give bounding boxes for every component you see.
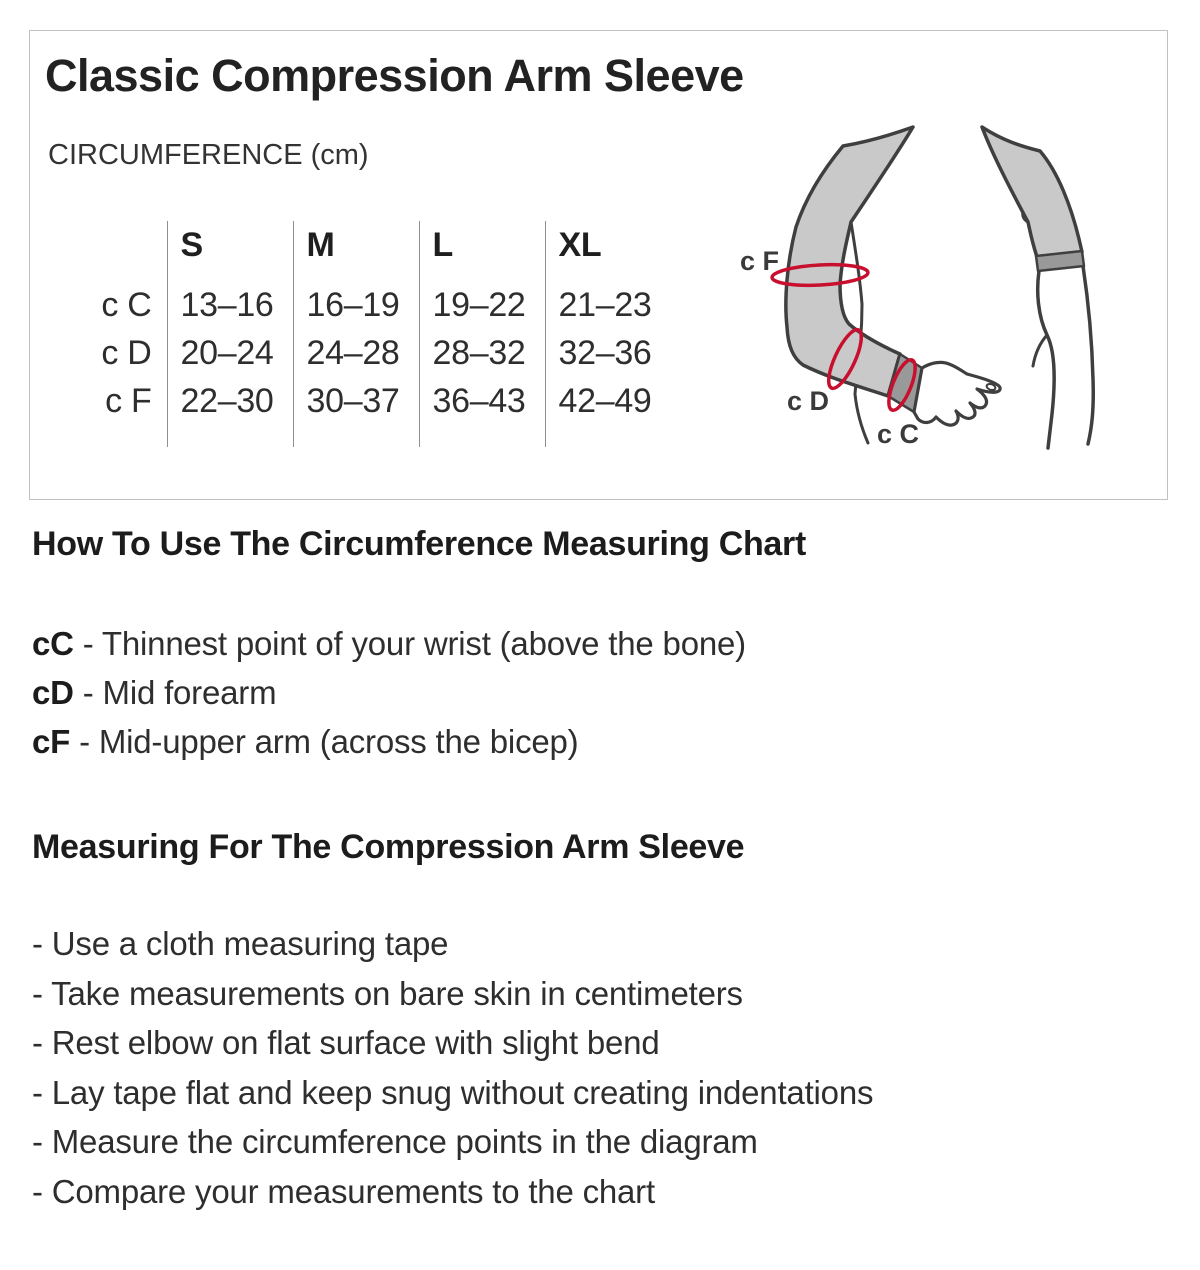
left-arm-sleeve [786,127,913,396]
definition-cc-text: - Thinnest point of your wrist (above the bone) [82,625,746,662]
column-header-m: M [293,221,419,281]
size-table [95,221,671,447]
instruction-item: - Compare your measurements to the chart [32,1172,655,1210]
cell-cc-s: 13–16 [167,281,293,329]
instruction-item: - Use a cloth measuring tape [32,925,449,962]
cell-cd-xl: 32–36 [545,329,671,377]
product-title: Classic Compression Arm Sleeve [45,50,744,101]
table-row-cc [95,281,671,329]
right-forearm-outline [1083,266,1093,444]
definition-cf-text: - Mid-upper arm (across the bicep) [79,723,579,760]
how-to-heading: How To Use The Circumference Measuring Chart [32,525,806,563]
column-header-s: S [167,221,293,281]
definition-cd-text: - Mid forearm [82,674,277,711]
diagram-label-cf: c F [740,246,780,276]
table-row-cf [95,377,671,447]
size-chart-panel [29,30,1168,500]
right-sleeve-band [1036,251,1084,271]
column-header-xl: XL [545,221,671,281]
cell-cf-s: 22–30 [167,377,293,447]
instruction-item: - Measure the circumference points in the diagram [32,1123,758,1160]
right-elbow-crease [1033,335,1047,366]
cell-cc-m: 16–19 [293,281,419,329]
table-row-cd [95,329,671,377]
definition-cc [32,619,746,668]
measuring-instructions-list [32,919,873,1216]
cell-cf-xl: 42–49 [545,377,671,447]
cell-cd-s: 20–24 [167,329,293,377]
right-arm-sleeve [982,127,1082,257]
definition-cf [32,717,746,766]
row-label-cf: c F [105,382,152,420]
column-header-l: L [419,221,545,281]
cell-cd-m: 24–28 [293,329,419,377]
definitions-list [32,619,746,766]
size-table-header-row [95,221,671,281]
definition-cc-abbr: cC [32,625,74,662]
definition-cd-abbr: cD [32,674,74,711]
cell-cf-m: 30–37 [293,377,419,447]
cell-cc-l: 19–22 [419,281,545,329]
diagram-label-cc: c C [877,419,920,449]
diagram-label-cd: c D [787,386,830,416]
circumference-label: CIRCUMFERENCE (cm) [48,139,369,171]
definition-cd [32,668,746,717]
right-forearm-inner-outline [1038,271,1054,448]
instruction-item: - Rest elbow on flat surface with slight bend [32,1024,660,1061]
instruction-item: - Take measurements on bare skin in centimeters [32,974,743,1012]
arm-measurement-diagram [730,94,1168,499]
instruction-item: - Lay tape flat and keep snug without creating indentations [32,1073,874,1111]
corner-cell [95,221,167,281]
row-label-cd: c D [101,334,152,372]
measuring-heading: Measuring For The Compression Arm Sleeve [32,828,745,866]
cell-cf-l: 36–43 [419,377,545,447]
hand-outline [914,362,1000,425]
definition-cf-abbr: cF [32,723,71,760]
cell-cd-l: 28–32 [419,329,545,377]
cell-cc-xl: 21–23 [545,281,671,329]
row-label-cc: c C [101,286,152,324]
